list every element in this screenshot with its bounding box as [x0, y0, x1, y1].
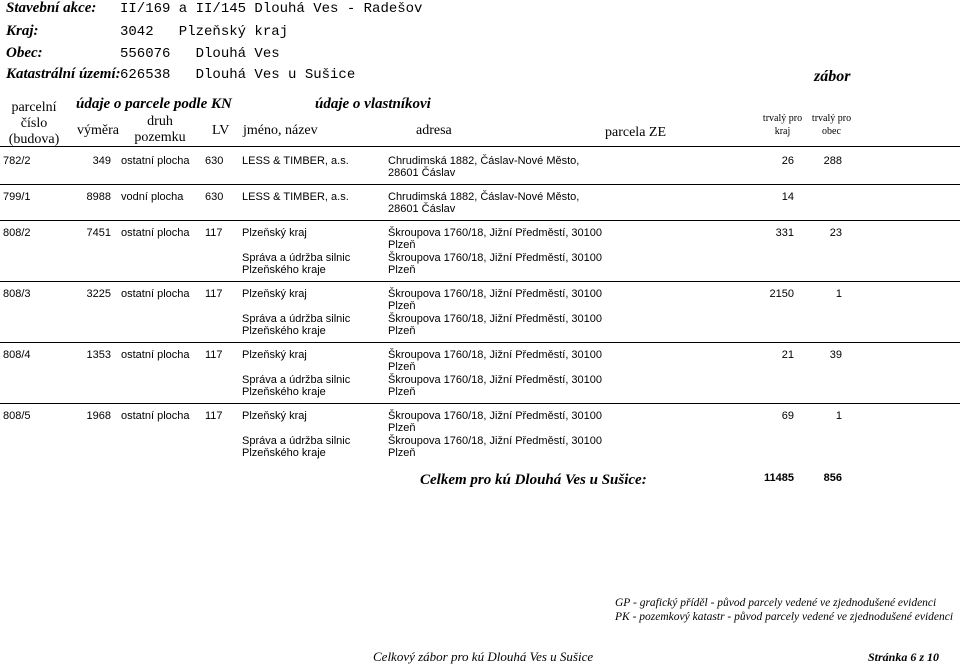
parcel-number: 799/1: [3, 191, 31, 203]
stavebni-akce-label: Stavební akce:: [6, 0, 97, 16]
header-divider-line: [0, 146, 960, 147]
row-divider-2: [0, 220, 960, 221]
owner-name: Plzeňský kraj: [242, 227, 307, 239]
owner-name: Správa a údržba silnic: [242, 252, 351, 264]
owner-name: Plzeňský kraj: [242, 288, 307, 300]
col-trvaly-obec-line1: trvalý pro: [811, 113, 852, 124]
obec-label: Obec:: [6, 45, 43, 61]
owner-address: Plzeň: [388, 264, 416, 276]
owner-name: Správa a údržba silnic: [242, 435, 351, 447]
ku-value: 626538 Dlouhá Ves u Sušice: [120, 67, 356, 83]
parcel-lv: 117: [205, 349, 223, 361]
col-trvaly-kraj-line2: kraj: [774, 126, 791, 137]
parcel-druh: ostatní plocha: [121, 288, 190, 300]
parcel-lv: 117: [205, 227, 223, 239]
parcel-vymera: 7451: [86, 227, 111, 239]
ku-label: Katastrální území:: [6, 66, 121, 82]
parcel-lv: 117: [205, 288, 223, 300]
zabor-obec: 23: [829, 227, 842, 239]
owner-name: Plzeňský kraj: [242, 410, 307, 422]
stavebni-akce-value: II/169 a II/145 Dlouhá Ves - Radešov: [120, 1, 423, 17]
zabor-obec: 288: [823, 155, 842, 167]
parcel-druh: ostatní plocha: [121, 155, 190, 167]
col-druh: [130, 114, 190, 146]
col-jmeno: jméno, název: [243, 123, 318, 138]
owner-address: Plzeň: [388, 447, 416, 459]
col-adresa: adresa: [416, 123, 452, 138]
col-druh-line1: druh: [147, 114, 173, 129]
parcel-lv: 630: [205, 155, 224, 167]
row-divider-5: [0, 403, 960, 404]
owner-address: Škroupova 1760/18, Jižní Předměstí, 30100: [388, 410, 603, 422]
owner-name: Správa a údržba silnic: [242, 374, 351, 386]
kraj-label: Kraj:: [6, 23, 39, 39]
parcel-vymera: 1968: [86, 410, 111, 422]
owner-name: Plzeňského kraje: [242, 447, 326, 459]
parcel-druh: ostatní plocha: [121, 227, 190, 239]
col-trvaly-obec: [804, 112, 859, 138]
owner-address: Chrudimská 1882, Čáslav-Nové Město,: [388, 191, 580, 203]
owner-name: Správa a údržba silnic: [242, 313, 351, 325]
kraj-value: 3042 Plzeňský kraj: [120, 24, 289, 40]
owner-name: Plzeňský kraj: [242, 349, 307, 361]
zabor-heading: zábor: [814, 68, 851, 85]
parcel-number: 808/2: [3, 227, 31, 239]
col-lv: LV: [212, 123, 230, 138]
zabor-kraj: 2150: [769, 288, 794, 300]
parcel-druh: vodní plocha: [121, 191, 184, 203]
zabor-obec: 39: [829, 349, 842, 361]
zabor-kraj: 21: [781, 349, 794, 361]
owner-address: Chrudimská 1882, Čáslav-Nové Město,: [388, 155, 580, 167]
legend-pk: PK - pozemkový katastr - původ parcely vedené ve zjednodušené evidenci: [615, 611, 954, 623]
zabor-obec: 1: [835, 288, 842, 300]
row-divider-1: [0, 184, 960, 185]
zabor-kraj: 69: [781, 410, 794, 422]
owner-name: LESS & TIMBER, a.s.: [242, 155, 349, 167]
zabor-kraj: 26: [781, 155, 794, 167]
col-udaje-kn: údaje o parcele podle KN: [76, 96, 232, 112]
obec-value: 556076 Dlouhá Ves: [120, 46, 280, 62]
col-parcelni-line3: (budova): [8, 132, 60, 147]
col-udaje-vlastnici: údaje o vlastníkovi: [315, 96, 431, 112]
owner-address: Plzeň: [388, 239, 416, 251]
parcel-vymera: 3225: [86, 288, 111, 300]
col-trvaly-obec-line2: obec: [822, 126, 841, 137]
parcel-number: 808/3: [3, 288, 31, 300]
owner-name: Plzeňského kraje: [242, 325, 326, 337]
owner-name: Plzeňského kraje: [242, 386, 326, 398]
owner-address: Plzeň: [388, 361, 416, 373]
col-parcelni-line1: parcelní: [11, 100, 57, 115]
owner-address: Plzeň: [388, 386, 416, 398]
owner-address: Škroupova 1760/18, Jižní Předměstí, 30100: [388, 349, 603, 361]
total-label: Celkem pro kú Dlouhá Ves u Sušice:: [420, 472, 647, 488]
owner-address: Škroupova 1760/18, Jižní Předměstí, 30100: [388, 313, 603, 325]
col-parcela-ze: parcela ZE: [605, 125, 667, 140]
owner-name: LESS & TIMBER, a.s.: [242, 191, 349, 203]
col-trvaly-kraj-line1: trvalý pro: [762, 113, 803, 124]
footer-title: Celkový zábor pro kú Dlouhá Ves u Sušice: [373, 649, 594, 664]
legend-gp: GP - grafický příděl - původ parcely vedené ve zjednodušené evidenci: [615, 597, 937, 609]
owner-address: 28601 Čáslav: [388, 167, 456, 179]
owner-address: Plzeň: [388, 300, 416, 312]
parcel-druh: ostatní plocha: [121, 349, 190, 361]
owner-address: Škroupova 1760/18, Jižní Předměstí, 30100: [388, 374, 603, 386]
owner-address: Plzeň: [388, 325, 416, 337]
parcel-lv: 117: [205, 410, 223, 422]
parcel-number: 808/5: [3, 410, 31, 422]
total-obec: 856: [823, 472, 842, 484]
zabor-kraj: 14: [781, 191, 794, 203]
col-parcelni: [4, 100, 64, 148]
parcel-number: 808/4: [3, 349, 31, 361]
row-divider-4: [0, 342, 960, 343]
col-druh-line2: pozemku: [134, 130, 186, 145]
row-divider-3: [0, 281, 960, 282]
parcel-druh: ostatní plocha: [121, 410, 190, 422]
zabor-kraj: 331: [775, 227, 794, 239]
owner-address: Škroupova 1760/18, Jižní Předměstí, 30100: [388, 435, 603, 447]
page-number: Stránka 6 z 10: [868, 650, 940, 664]
total-kraj: 11485: [764, 472, 794, 484]
owner-address: Škroupova 1760/18, Jižní Předměstí, 30100: [388, 288, 603, 300]
owner-name: Plzeňského kraje: [242, 264, 326, 276]
col-parcelni-line2: číslo: [20, 116, 48, 131]
parcel-number: 782/2: [3, 155, 31, 167]
owner-address: Škroupova 1760/18, Jižní Předměstí, 30100: [388, 252, 603, 264]
owner-address: 28601 Čáslav: [388, 203, 456, 215]
owner-address: Škroupova 1760/18, Jižní Předměstí, 30100: [388, 227, 603, 239]
owner-address: Plzeň: [388, 422, 416, 434]
zabor-obec: 1: [835, 410, 842, 422]
parcel-vymera: 8988: [86, 191, 111, 203]
parcel-vymera: 349: [92, 155, 111, 167]
parcel-lv: 630: [205, 191, 224, 203]
col-vymera: výměra: [77, 123, 119, 138]
parcel-vymera: 1353: [86, 349, 111, 361]
col-trvaly-kraj: [755, 112, 810, 138]
